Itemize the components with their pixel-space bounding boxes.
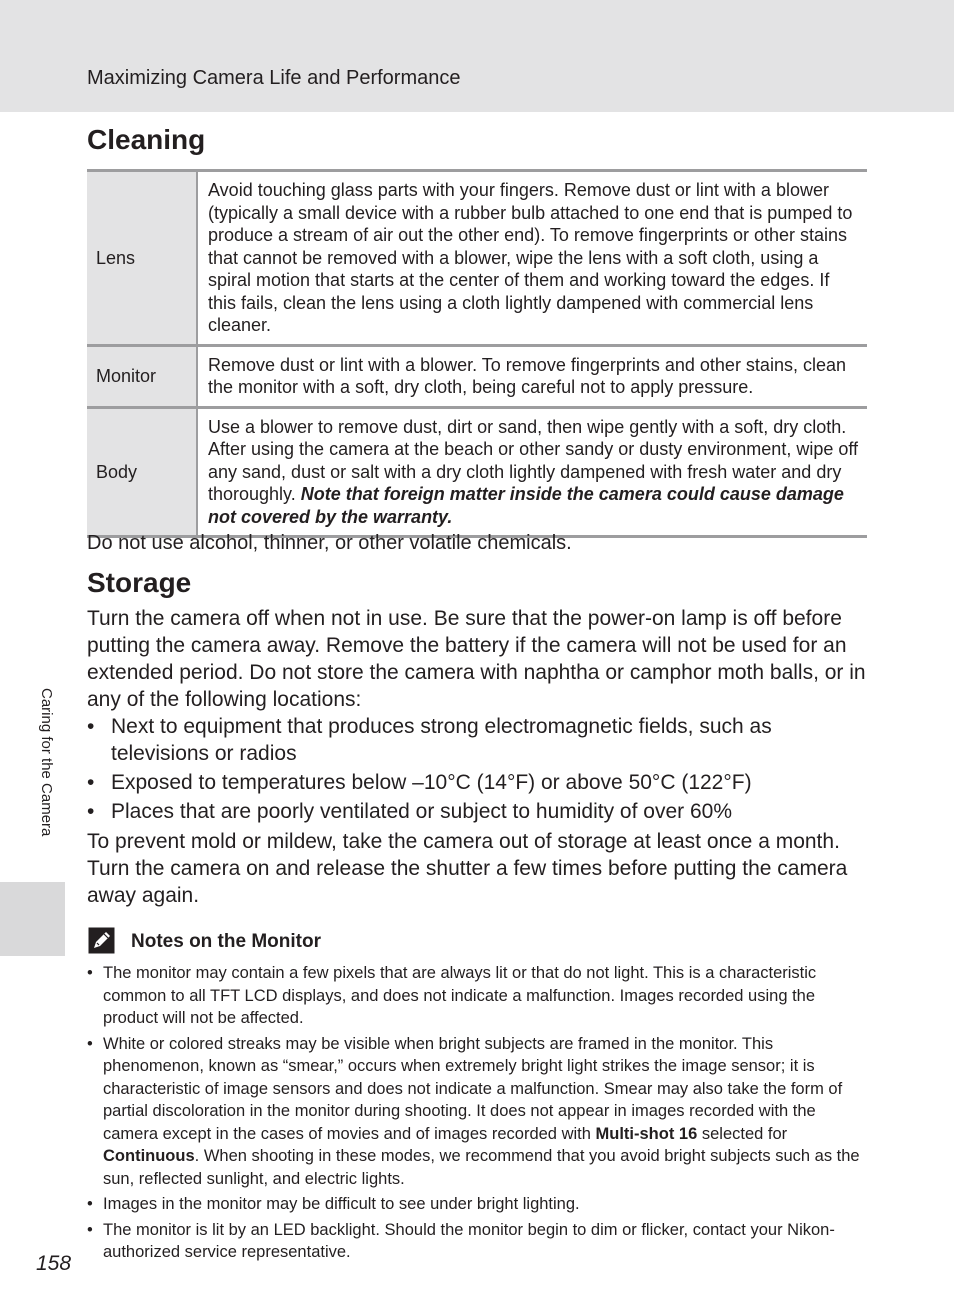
list-item: • Next to equipment that produces strong electromagnetic fields, such as televisions or radios bbox=[87, 713, 872, 767]
row-item-monitor: Monitor bbox=[87, 345, 197, 407]
table-row bbox=[87, 171, 867, 346]
notes-title: Notes on the Monitor bbox=[131, 931, 321, 952]
smear-text-2: selected for bbox=[701, 1124, 788, 1143]
cleaning-table bbox=[87, 169, 867, 538]
warranty-warning: Note that foreign matter inside the camera could cause damage not covered by the warranty. bbox=[208, 484, 844, 527]
storage-intro: Turn the camera off when not in use. Be sure that the power-on lamp is off before putting the camera away. Remove the battery if the camera will not be used for an extended period. Do not store the camera with naphtha or camphor moth balls, or in any of the following locations: bbox=[87, 607, 866, 711]
notes-list bbox=[87, 962, 872, 1267]
running-header: Maximizing Camera Life and Performance bbox=[87, 67, 461, 89]
row-description-body bbox=[197, 407, 867, 537]
side-tab-label: Caring for the Camera bbox=[38, 688, 55, 837]
storage-locations-list bbox=[87, 713, 872, 827]
list-item bbox=[87, 1033, 872, 1191]
side-tab-marker bbox=[0, 882, 65, 956]
row-item-body: Body bbox=[87, 407, 197, 537]
cleaning-title: Cleaning bbox=[87, 124, 206, 155]
list-item: • Exposed to temperatures below –10°C (14°F) or above 50°C (122°F) bbox=[87, 769, 872, 796]
list-item: • Images in the monitor may be difficult to see under bright lighting. bbox=[87, 1193, 872, 1216]
row-item-lens: Lens bbox=[87, 171, 197, 346]
smear-text-1: White or colored streaks may be visible when bright subjects are framed in the monitor. This phenomenon, known as “smear,” occurs when extremely bright light strikes the image sensor; it is characteristic of image sensors and does not indicate a malfunction. Smear may also take the form of partial discoloration in the monitor during shooting. It does not appear in images recorded with the camera except in the cases of movies and of images recorded with bbox=[103, 1034, 843, 1143]
multi-shot-16-label: Multi-shot 16 bbox=[595, 1124, 698, 1143]
row-description-lens: Avoid touching glass parts with your fingers. Remove dust or lint with a blower (typically a small device with a rubber bulb attached to one end that is pumped to produce a stream of air out the other end). To remove fingerprints or other stains that cannot be removed with a blower, wipe the lens with a soft cloth, using a spiral motion that starts at the center of them and working toward the edges. If this fails, clean the lens using a cloth lightly dampened with commercial lens cleaner. bbox=[208, 180, 853, 335]
page-number: 158 bbox=[36, 1252, 72, 1275]
storage-title: Storage bbox=[87, 567, 192, 598]
pencil-icon bbox=[88, 927, 115, 954]
header-band bbox=[0, 0, 954, 112]
storage-outro: To prevent mold or mildew, take the camera out of storage at least once a month. Turn the camera on and release the shutter a few times before putting the camera away again. bbox=[87, 830, 848, 907]
list-item: • The monitor is lit by an LED backlight. Should the monitor begin to dim or flicker, contact your Nikon-authorized service representative. bbox=[87, 1219, 872, 1264]
row-description-monitor: Remove dust or lint with a blower. To remove fingerprints and other stains, clean the monitor with a soft, dry cloth, being careful not to apply pressure. bbox=[208, 354, 846, 397]
table-row bbox=[87, 407, 867, 537]
continuous-label: Continuous bbox=[103, 1147, 195, 1165]
chemicals-note: Do not use alcohol, thinner, or other volatile chemicals. bbox=[87, 532, 572, 554]
table-row bbox=[87, 345, 867, 407]
smear-text-3: . When shooting in these modes, we recommend that you avoid bright subjects such as the sun, reflected sunlight, and electric lights. bbox=[103, 1147, 860, 1188]
list-item: • Places that are poorly ventilated or subject to humidity of over 60% bbox=[87, 798, 872, 825]
body-description-text: Use a blower to remove dust, dirt or sand, then wipe gently with a soft, dry cloth. After using the camera at the beach or other sandy or dusty environment, wipe off any sand, dust or salt with a dry cloth lightly dampened with fresh water and dry thoroughly. bbox=[208, 416, 859, 504]
list-item: • The monitor may contain a few pixels that are always lit or that do not light. This is a characteristic common to all TFT LCD displays, and does not indicate a malfunction. Images recorded using the product will not be affected. bbox=[87, 962, 872, 1030]
